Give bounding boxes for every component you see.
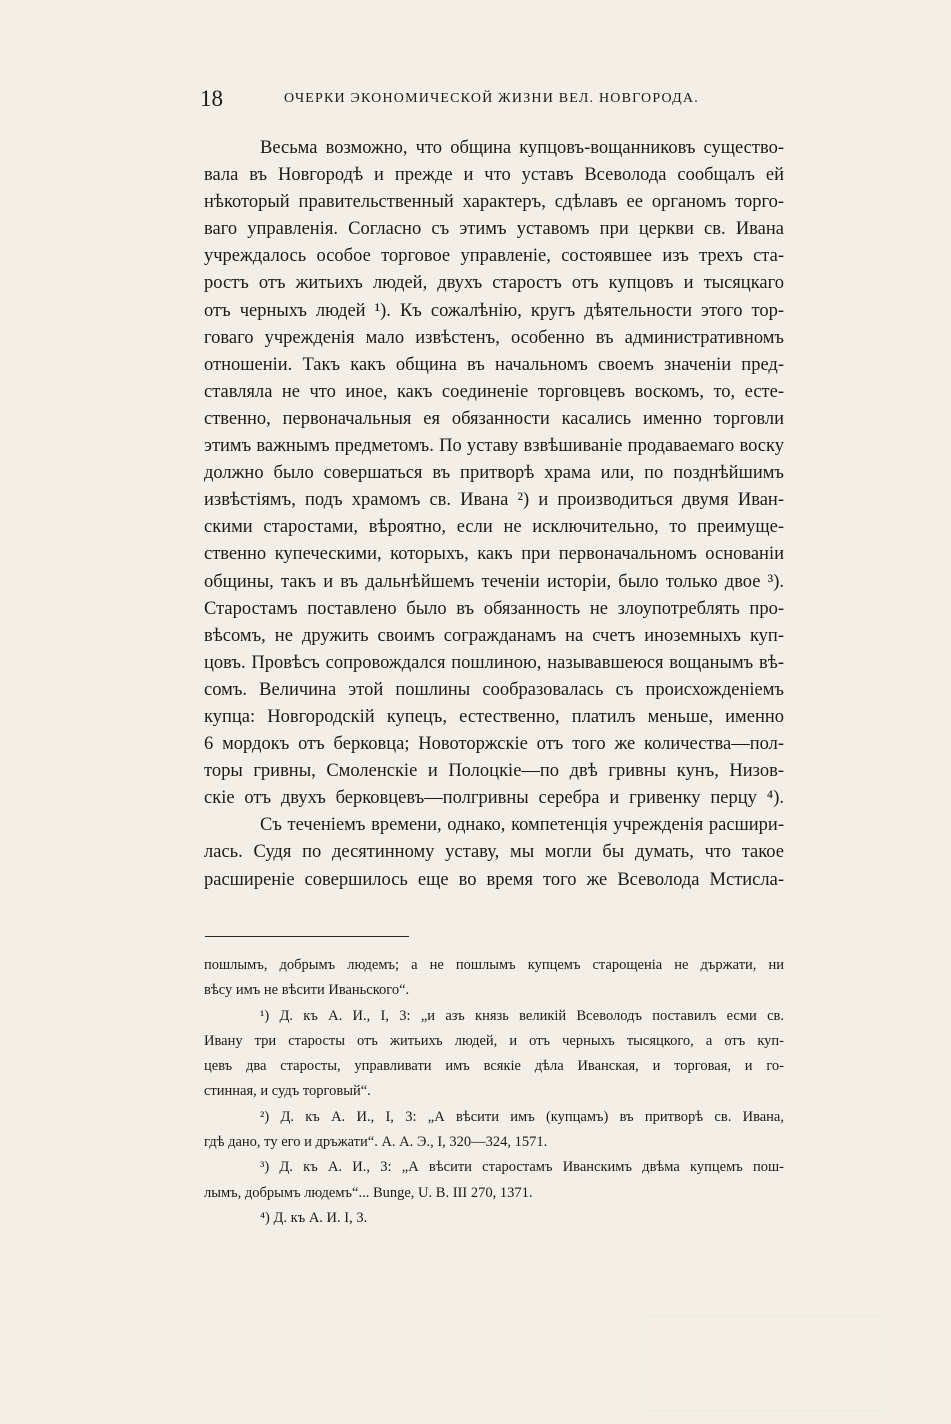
body-line: сомъ. Величина этой пошлины сообразовалась съ происхожденіемъ (204, 679, 784, 700)
footnote-divider (205, 936, 409, 937)
footnote-line: ⁴) Д. къ А. И. I, 3. (260, 1209, 368, 1226)
library-stamp-bleedthrough (642, 1315, 886, 1411)
body-line: ственно, первоначальныя ея обязанности касались именно торговли (204, 408, 784, 429)
body-line: торы гривны, Смоленскіе и Полоцкіе—по двѣ гривны кунъ, Низов- (204, 761, 784, 782)
body-line: расширеніе совершилось еще во время того же Всеволода Мстисла- (204, 869, 784, 890)
footnote-line: вѣсу имъ не вѣсити Иваньского“. (204, 982, 410, 999)
footnote-line: Ивану три старосты отъ житьихъ людей, и отъ черныхъ тысяцкого, а отъ куп- (204, 1032, 784, 1049)
body-line: общины, такъ и въ дальнѣйшемъ теченіи исторіи, было только двое ³). (204, 571, 784, 592)
body-line: купца: Новгородскій купецъ, естественно, платилъ меньше, именно (204, 706, 784, 727)
footnote-line: ³) Д. къ А. И., 3: „А вѣсити старостамъ Иванскимъ двѣма купцемъ пош- (260, 1159, 784, 1176)
page-number: 18 (200, 86, 223, 111)
body-line: вѣсомъ, не дружить своимъ согражданамъ на счетъ иноземныхъ куп- (204, 625, 784, 646)
body-line: скими старостами, вѣроятно, если не исключительно, то преимуще- (204, 517, 784, 538)
body-line: ставляла не что иное, какъ соединеніе торговцевъ воскомъ, то, есте- (204, 381, 784, 402)
running-title: ОЧЕРКИ ЭКОНОМИЧЕСКОЙ ЖИЗНИ ВЕЛ. НОВГОРОДА. (284, 91, 699, 106)
body-line: 6 мордокъ отъ берковца; Новоторжскіе отъ того же количества—пол- (204, 734, 784, 755)
body-line: отношеніи. Такъ какъ община въ начальномъ своемъ значеніи пред- (204, 354, 784, 375)
body-line: Съ теченіемъ времени, однако, компетенція учрежденія расшири- (260, 815, 784, 836)
footnote-line: цевъ два старосты, управливати имъ всякіе дѣла Иванская, и торговая, и го- (204, 1058, 784, 1075)
footnote-line: лымъ, добрымъ людемъ“... Bunge, U. B. III 270, 1371. (204, 1184, 533, 1201)
page-header (200, 86, 790, 116)
body-line: извѣстіямъ, подъ храмомъ св. Ивана ²) и производиться двумя Иван- (204, 490, 784, 511)
body-line: цовъ. Провѣсъ сопровождался пошлиною, называвшеюся вощанымъ вѣ- (204, 652, 784, 673)
body-line: лась. Судя по десятинному уставу, мы могли бы думать, что такое (204, 842, 784, 863)
footnote-line: пошлымъ, добрымъ людемъ; а не пошлымъ купцемъ старощеніа не държати, ни (204, 957, 784, 973)
footnote-line: гдѣ дано, ту его и дръжати“. А. А. Э., I, 320—324, 1571. (204, 1134, 548, 1151)
body-line: ственно купеческими, которыхъ, какъ при первоначальномъ основаніи (204, 544, 784, 565)
body-line: нѣкоторый правительственный характеръ, сдѣлавъ ее органомъ торго- (204, 192, 784, 213)
body-line: Весьма возможно, что община купцовъ-вощанниковъ существо- (260, 138, 784, 158)
body-line: скіе отъ двухъ берковцевъ—полгривны серебра и гривенку перцу ⁴). (204, 788, 784, 809)
body-line: отъ черныхъ людей ¹). Къ сожалѣнію, кругъ дѣятельности этого тор- (204, 300, 784, 321)
body-line: ваго управленія. Согласно съ этимъ уставомъ при церкви св. Ивана (204, 219, 784, 240)
body-line: должно было совершаться въ притворѣ храма или, по позднѣйшимъ (204, 463, 784, 484)
footnote-line: ¹) Д. къ А. И., I, 3: „и азъ князь великій Всеволодъ поставилъ есми св. (260, 1007, 784, 1024)
body-line: ростъ отъ житьихъ людей, двухъ старостъ отъ купцовъ и тысяцкаго (204, 273, 784, 294)
footnote-line: стинная, и судъ торговый“. (204, 1083, 371, 1100)
footnotes (204, 953, 784, 1231)
body-line: учреждалось особое торговое управленіе, состоявшее изъ трехъ ста- (204, 246, 784, 267)
footnote-line: ²) Д. къ А. И., I, 3: „А вѣсити имъ (купцамъ) въ притворѣ св. Ивана, (260, 1108, 784, 1125)
body-line: вала въ Новгородѣ и прежде и что уставъ Всеволода сообщалъ ей (204, 165, 784, 186)
body-line: Старостамъ поставлено было въ обязанность не злоупотреблять про- (204, 598, 784, 619)
body-line: этимъ важнымъ предметомъ. По уставу взвѣшиваніе продаваемаго воску (204, 436, 784, 457)
body-text (204, 135, 784, 894)
body-line: говаго учрежденія мало извѣстенъ, особенно въ административномъ (204, 327, 784, 348)
